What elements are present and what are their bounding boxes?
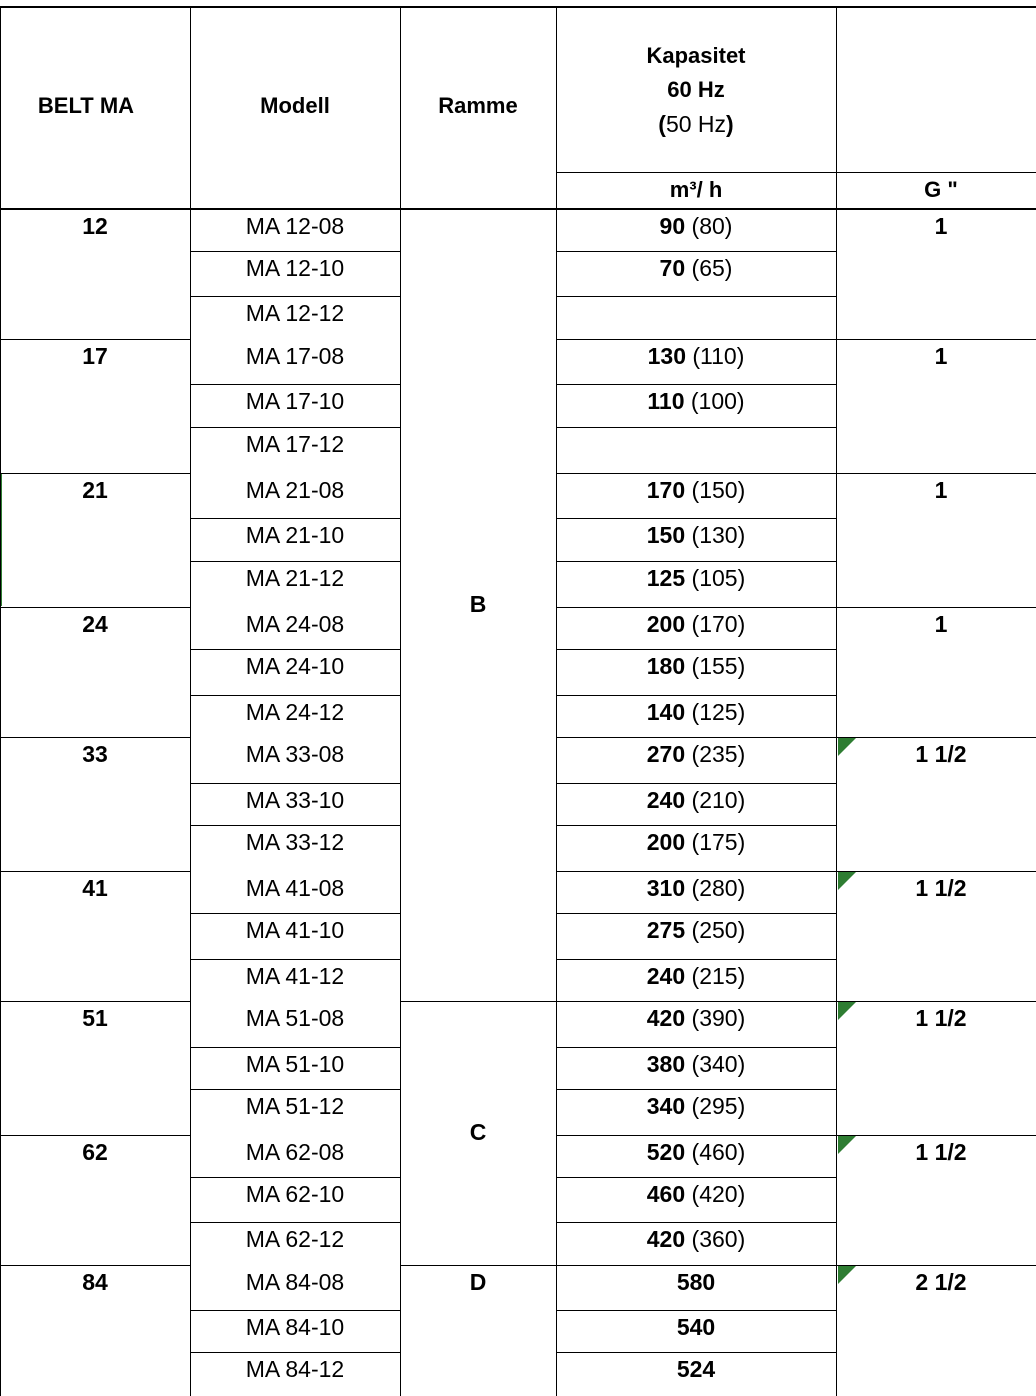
- capacity-60hz: 110: [647, 388, 685, 414]
- row-divider: [190, 825, 400, 826]
- capacity-50hz: (280): [685, 875, 746, 901]
- capacity-60hz: 420: [646, 1226, 686, 1252]
- capacity-50hz: (210): [685, 787, 746, 813]
- header-kapasitet-60hz: 60 Hz: [667, 77, 725, 102]
- model-cell: MA 33-12: [245, 829, 345, 855]
- row-divider: [556, 825, 836, 826]
- model-cell: MA 84-08: [245, 1269, 345, 1295]
- capacity-60hz: 460: [646, 1181, 686, 1207]
- model-cell: MA 21-12: [245, 565, 345, 591]
- group-divider: [556, 607, 1036, 608]
- capacity-cell: [556, 1268, 836, 1296]
- capacity-60hz: 340: [646, 1093, 686, 1119]
- capacity-cell: [556, 874, 836, 902]
- row-divider: [556, 427, 836, 428]
- capacity-50hz: (155): [685, 653, 746, 679]
- row-divider: [190, 649, 400, 650]
- row-divider: [556, 1222, 836, 1223]
- comment-indicator-icon[interactable]: [838, 1002, 856, 1020]
- belt-size: 12: [82, 213, 108, 239]
- header-modell: Modell: [260, 93, 330, 118]
- capacity-60hz: 130: [647, 343, 686, 369]
- capacity-cell: [556, 1092, 836, 1120]
- group-divider: [0, 1001, 190, 1002]
- capacity-cell: [556, 254, 836, 282]
- frame-divider: [400, 1001, 556, 1002]
- row-divider: [190, 1177, 400, 1178]
- capacity-cell: [556, 610, 836, 638]
- group-divider: [556, 1265, 1036, 1266]
- capacity-50hz: (100): [684, 388, 745, 414]
- capacity-cell: [556, 1004, 836, 1032]
- comment-indicator-icon[interactable]: [838, 872, 856, 890]
- capacity-60hz: 540: [676, 1314, 716, 1340]
- capacity-60hz: 200: [646, 829, 686, 855]
- capacity-60hz: 275: [646, 917, 686, 943]
- comment-indicator-icon[interactable]: [838, 1266, 856, 1284]
- row-divider: [190, 1310, 400, 1311]
- capacity-60hz: 270: [646, 741, 686, 767]
- row-divider: [556, 296, 836, 297]
- capacity-cell: [556, 212, 836, 240]
- model-cell: MA 17-12: [245, 431, 345, 457]
- capacity-50hz: (110): [685, 343, 745, 369]
- capacity-cell: [556, 652, 836, 680]
- capacity-cell: [556, 1313, 836, 1341]
- group-divider: [0, 871, 190, 872]
- capacity-60hz: 420: [646, 1005, 686, 1031]
- header-kapasitet-50hz: (50 Hz): [658, 111, 734, 137]
- connection-size: 1 1/2: [915, 875, 967, 901]
- capacity-cell: [556, 698, 836, 726]
- capacity-cell: [556, 476, 836, 504]
- capacity-50hz: (420): [685, 1181, 746, 1207]
- group-divider: [556, 1135, 1036, 1136]
- capacity-50hz: (80): [685, 213, 733, 239]
- row-divider: [556, 783, 836, 784]
- connection-size: 1: [934, 343, 948, 369]
- model-cell: MA 33-10: [245, 787, 345, 813]
- group-divider: [0, 607, 190, 608]
- capacity-50hz: (170): [685, 611, 746, 637]
- model-cell: MA 62-08: [245, 1139, 345, 1165]
- row-divider: [556, 518, 836, 519]
- row-divider: [190, 959, 400, 960]
- capacity-50hz: (130): [685, 522, 746, 548]
- capacity-50hz: (105): [685, 565, 746, 591]
- group-divider: [556, 871, 1036, 872]
- header-kapasitet: Kapasitet: [646, 43, 746, 68]
- capacity-cell: [556, 828, 836, 856]
- group-divider: [0, 339, 190, 340]
- capacity-50hz: (295): [685, 1093, 746, 1119]
- model-cell: MA 84-10: [245, 1314, 345, 1340]
- model-cell: MA 24-08: [245, 611, 345, 637]
- header-ramme: Ramme: [438, 93, 518, 118]
- row-divider: [556, 1310, 836, 1311]
- model-cell: MA 17-08: [245, 343, 345, 369]
- row-divider: [190, 1047, 400, 1048]
- belt-size: 17: [82, 343, 108, 369]
- capacity-50hz: (250): [685, 917, 746, 943]
- capacity-50hz: (150): [685, 477, 746, 503]
- model-cell: MA 21-10: [245, 522, 345, 548]
- capacity-60hz: 70: [659, 255, 686, 281]
- capacity-cell: [556, 564, 836, 592]
- capacity-cell: [556, 916, 836, 944]
- group-divider: [0, 1265, 190, 1266]
- model-cell: MA 62-10: [245, 1181, 345, 1207]
- model-cell: MA 51-10: [245, 1051, 345, 1077]
- group-divider: [556, 1001, 1036, 1002]
- capacity-60hz: 180: [646, 653, 686, 679]
- header-bottom-border: [0, 208, 1036, 210]
- group-divider: [556, 737, 1036, 738]
- capacity-60hz: 125: [646, 565, 686, 591]
- model-cell: MA 24-10: [245, 653, 345, 679]
- model-cell: MA 17-10: [245, 388, 345, 414]
- row-divider: [556, 1089, 836, 1090]
- capacity-60hz: 520: [646, 1139, 686, 1165]
- model-cell: MA 41-10: [245, 917, 345, 943]
- row-divider: [190, 518, 400, 519]
- connection-size: 2 1/2: [915, 1269, 967, 1295]
- capacity-60hz: 310: [646, 875, 686, 901]
- capacity-60hz: 90: [659, 213, 686, 239]
- model-cell: MA 12-08: [245, 213, 345, 239]
- capacity-cell: [556, 786, 836, 814]
- capacity-50hz: (340): [685, 1051, 746, 1077]
- row-divider: [190, 913, 400, 914]
- header-g-inch: G ": [924, 177, 958, 202]
- belt-size: 51: [82, 1005, 108, 1031]
- model-cell: MA 51-12: [245, 1093, 345, 1119]
- capacity-cell: [556, 387, 836, 415]
- capacity-50hz: (215): [685, 963, 746, 989]
- row-divider: [556, 384, 836, 385]
- connection-size: 1 1/2: [915, 1139, 967, 1165]
- row-divider: [556, 959, 836, 960]
- group-divider: [0, 737, 190, 738]
- frame-d: D: [469, 1269, 487, 1295]
- belt-size: 62: [82, 1139, 108, 1165]
- capacity-60hz: 240: [646, 963, 686, 989]
- model-cell: MA 41-12: [245, 963, 345, 989]
- row-divider: [556, 561, 836, 562]
- row-divider: [190, 1352, 400, 1353]
- capacity-cell: [556, 1180, 836, 1208]
- capacity-60hz: 200: [646, 611, 686, 637]
- row-divider: [190, 296, 400, 297]
- capacity-cell: [556, 521, 836, 549]
- frame-divider: [400, 1265, 556, 1266]
- capacity-cell: [556, 1138, 836, 1166]
- model-cell: MA 21-08: [245, 477, 345, 503]
- comment-indicator-icon[interactable]: [838, 738, 856, 756]
- capacity-50hz: (235): [685, 741, 746, 767]
- row-divider: [556, 913, 836, 914]
- row-divider: [190, 783, 400, 784]
- model-cell: MA 84-12: [245, 1356, 345, 1382]
- capacity-60hz: 580: [676, 1269, 716, 1295]
- row-divider: [190, 1089, 400, 1090]
- row-divider: [556, 1352, 836, 1353]
- comment-indicator-icon[interactable]: [838, 1136, 856, 1154]
- capacity-cell: [556, 962, 836, 990]
- model-cell: MA 33-08: [245, 741, 345, 767]
- model-cell: MA 41-08: [245, 875, 345, 901]
- capacity-50hz: (360): [685, 1226, 746, 1252]
- model-cell: MA 51-08: [245, 1005, 345, 1031]
- belt-size: 84: [82, 1269, 108, 1295]
- capacity-60hz: 170: [646, 477, 686, 503]
- belt-size: 33: [82, 741, 108, 767]
- model-cell: MA 24-12: [245, 699, 345, 725]
- connection-size: 1 1/2: [915, 1005, 967, 1031]
- group-divider: [0, 473, 190, 474]
- capacity-60hz: 524: [676, 1356, 716, 1382]
- row-divider: [190, 251, 400, 252]
- capacity-60hz: 380: [646, 1051, 686, 1077]
- frame-c: C: [469, 1119, 487, 1145]
- header-unit-m3h: m³/ h: [669, 177, 723, 202]
- capacity-50hz: (460): [685, 1139, 746, 1165]
- capacity-cell: [556, 342, 836, 370]
- belt-size: 24: [82, 611, 108, 637]
- connection-size: 1: [934, 611, 948, 637]
- capacity-cell: [556, 1225, 836, 1253]
- group-divider: [556, 339, 1036, 340]
- capacity-60hz: 150: [646, 522, 686, 548]
- capacity-60hz: 140: [646, 699, 686, 725]
- connection-size: 1: [934, 477, 948, 503]
- header-unit-divider: [556, 172, 1036, 173]
- capacity-cell: [556, 1050, 836, 1078]
- connection-size: 1 1/2: [915, 741, 967, 767]
- row-divider: [556, 695, 836, 696]
- row-divider: [556, 1177, 836, 1178]
- row-divider: [190, 1222, 400, 1223]
- row-divider: [190, 561, 400, 562]
- capacity-cell: [556, 1355, 836, 1383]
- row-divider: [556, 1047, 836, 1048]
- row-divider: [556, 251, 836, 252]
- header-belt-ma: BELT MA: [37, 93, 135, 118]
- capacity-cell: [556, 740, 836, 768]
- model-cell: MA 12-10: [245, 255, 345, 281]
- table-top-border: [0, 6, 1036, 8]
- column-border: [400, 6, 401, 1396]
- model-cell: MA 12-12: [245, 300, 345, 326]
- row-divider: [190, 427, 400, 428]
- capacity-50hz: (125): [685, 699, 746, 725]
- capacity-50hz: (175): [685, 829, 746, 855]
- connection-size: 1: [934, 213, 948, 239]
- row-divider: [190, 384, 400, 385]
- model-cell: MA 62-12: [245, 1226, 345, 1252]
- row-divider: [190, 695, 400, 696]
- frame-b: B: [469, 591, 487, 617]
- capacity-60hz: 240: [646, 787, 686, 813]
- group-divider: [556, 473, 1036, 474]
- row-divider: [556, 649, 836, 650]
- capacity-50hz: (390): [685, 1005, 746, 1031]
- capacity-50hz: (65): [685, 255, 733, 281]
- belt-size: 21: [82, 477, 108, 503]
- group-divider: [0, 1135, 190, 1136]
- belt-size: 41: [82, 875, 108, 901]
